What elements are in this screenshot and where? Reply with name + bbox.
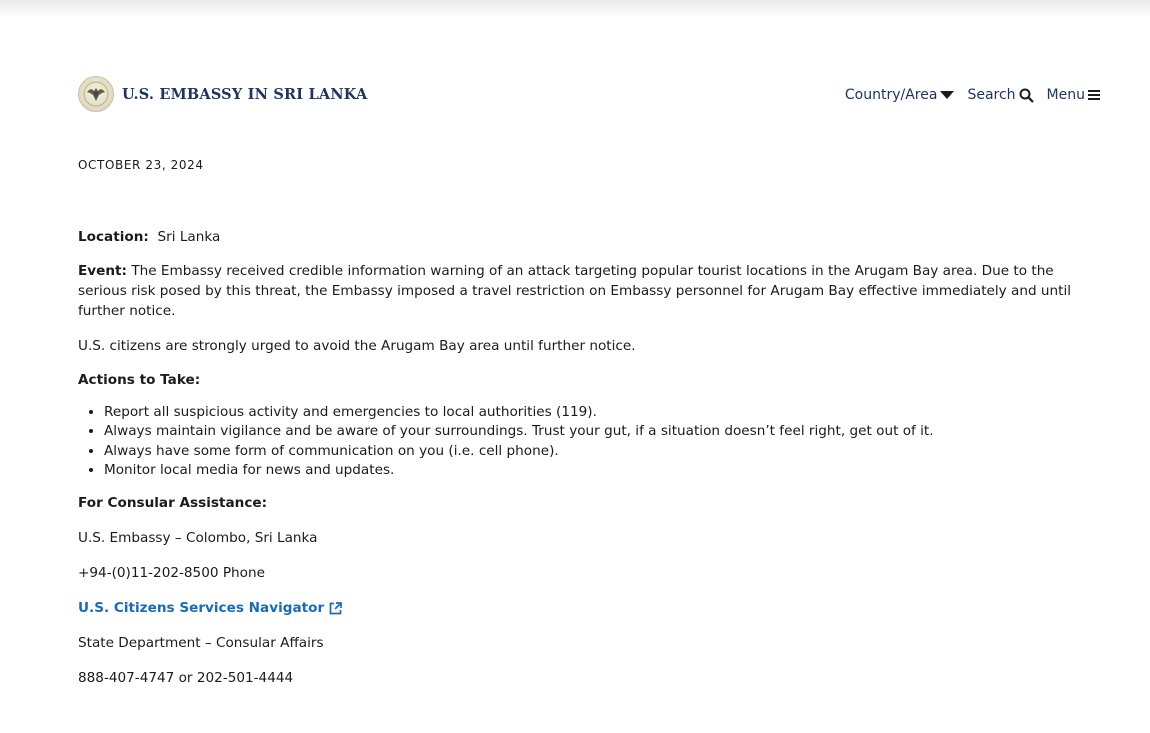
action-item: • Monitor local media for news and updates. [104,461,1100,480]
menu-label: Menu [1046,87,1085,103]
site-header [78,76,1100,116]
country-area-label: Country/Area [844,87,938,103]
consular-heading: For Consular Assistance: [78,495,268,512]
citizens-services-navigator-link[interactable] [78,598,342,618]
location-value: Sri Lanka [157,229,221,245]
embassy-phone-line: +94-(0)11-202-8500 Phone [78,565,265,582]
urge-paragraph: U.S. citizens are strongly urged to avoid the Arugam Bay area until further notice. [78,338,636,354]
country-area-dropdown[interactable] [845,87,955,103]
menu-button[interactable] [1047,87,1100,103]
external-link-icon [329,602,342,615]
search-icon [1019,88,1034,103]
top-shadow [0,0,1150,18]
actions-list [78,403,1100,480]
embassy-name: U.S. EMBASSY IN SRI LANKA [122,85,368,103]
caret-down-icon [940,90,954,100]
embassy-location-line: U.S. Embassy – Colombo, Sri Lanka [78,530,318,547]
hamburger-menu-icon [1088,89,1100,101]
header-nav [832,87,1100,103]
state-department-line: State Department – Consular Affairs [78,635,324,652]
location-label: Location: [78,229,149,245]
navigator-link-label: U.S. Citizens Services Navigator [78,600,325,617]
article-date: OCTOBER 23, 2024 [78,158,204,172]
action-item: • Always have some form of communication on you (i.e. cell phone). [104,442,1100,461]
state-department-phones: 888-407-4747 or 202-501-4444 [78,670,294,687]
actions-heading: Actions to Take: [78,372,201,388]
action-item: • Report all suspicious activity and emergencies to local authorities (119). [104,403,1100,422]
event-text: The Embassy received credible information warning of an attack targeting popular tourist locations in the Arugam Bay area. Due to the serious risk posed by this threat, the Embassy imposed a travel restriction on Embassy personnel for Arugam Bay effective immediately and until further notice. [78,263,1072,319]
action-item: • Always maintain vigilance and be aware of your surroundings. Trust your gut, if a situation doesn’t feel right, get out of it. [104,422,1100,441]
search-button[interactable] [967,87,1033,103]
location-line [78,227,1100,247]
event-paragraph [78,261,1100,321]
alert-content [78,227,1100,688]
embassy-seal-icon [78,76,114,112]
search-label: Search [967,87,1016,103]
event-label: Event: [78,263,127,279]
embassy-brand-link[interactable] [78,76,367,112]
